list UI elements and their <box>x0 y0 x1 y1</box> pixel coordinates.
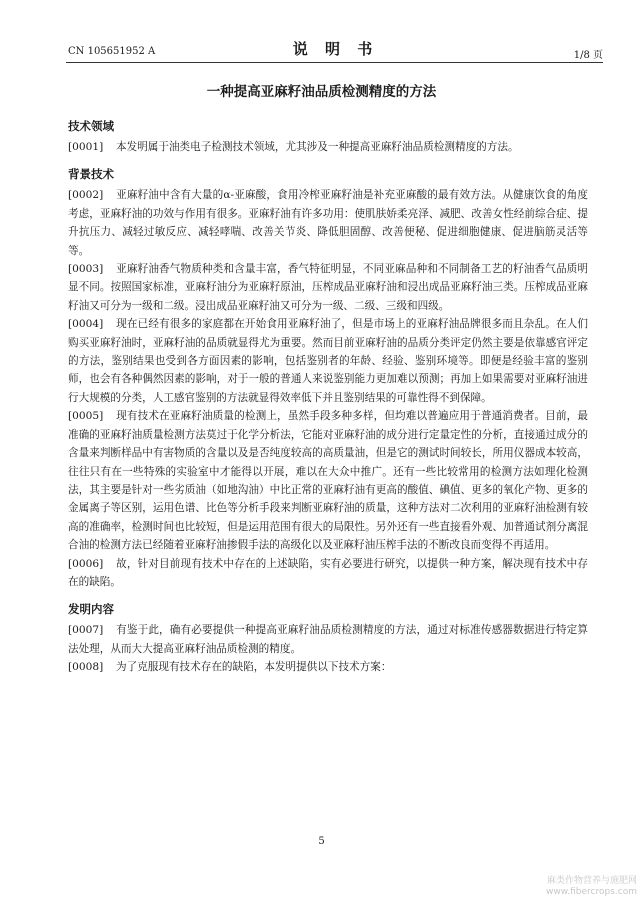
paragraph <box>68 315 588 407</box>
paragraph-text: 有鉴于此，确有必要提供一种提高亚麻籽油品质检测精度的方法，通过对标准传感器数据进行特定算法处理，从而大大提高亚麻籽油品质检测的精度。 <box>68 624 588 655</box>
site-watermark <box>546 876 637 898</box>
section-heading: 背景技术 <box>68 167 114 182</box>
section-heading: 技术领域 <box>68 119 114 133</box>
paragraph-number: [0002] <box>68 189 104 202</box>
paragraph-text: 现有技术在亚麻籽油质量的检测上，虽然手段多种多样，但均难以普遍应用于普通消费者。目前，最准确的亚麻籽油质量检测方法莫过于化学分析法，它能对亚麻籽油的成分进行定量定性的分析，直接通过成分的含量来判断样品中有害物质的含量以及是否纯度较高的高质量油，但是它的测试时间较长，所用仪器成本较高，往往只有在一些特殊的实验室中才能得以开展，难以在大众中推广。还有一些比较常用的检测方法如理化检测法，其主要是针对一些劣质油（如地沟油）中比正常的亚麻籽油有更高的酸值、碘值、更多的氧化产物、更多的金属离子等区别，运用色谱、比色等分析手段来判断亚麻籽油的质量，这种方法对二次利用的亚麻籽油检测有较高的准确率，检测时间也比较短，但是运用范围有很大的局限性。另外还有一些直接看外观、加普通试剂分离混合油的检测方法已经随着亚麻籽油掺假手法的高级化以及亚麻籽油压榨手法的不断改良而变得不再适用。 <box>68 410 588 552</box>
paragraph-text: 现在已经有很多的家庭都在开始食用亚麻籽油了，但是市场上的亚麻籽油品牌很多而且杂乱。在人们购买亚麻籽油时，亚麻籽油的品质就显得尤为重要。然而目前亚麻籽油的品质分类评定仍然主要是依靠感官评定的方法，鉴别结果也受到各方面因素的影响，包括鉴别者的年龄、经验、鉴别环境等。即便是经验丰富的鉴别师，也会有各种偶然因素的影响，对于一般的普通人来说鉴别能力更加难以预测；再加上如果需要对亚麻籽油进行大规模的分类，人工感官鉴别的方法就显得效率低下并且鉴别结果的可靠性得不到保障。 <box>68 318 588 404</box>
paragraph-text: 为了克服现有技术存在的缺陷，本发明提供以下技术方案： <box>116 661 392 674</box>
paragraph-number: [0001] <box>68 141 104 153</box>
paragraph-number: [0006] <box>68 557 104 570</box>
paragraph-text: 亚麻籽油香气物质种类和含量丰富，香气特征明显，不同亚麻品种和不同制备工艺的籽油香气品质明显不同。按照国家标准，亚麻籽油分为亚麻籽原油，压榨成品亚麻籽油和浸出成品亚麻籽油三类。压榨成品亚麻籽油又可分为一级和二级。浸出成品亚麻籽油又可分为一级、二级、三级和四级。 <box>68 263 588 312</box>
watermark-url: www.fibercrops.com <box>546 887 637 897</box>
paragraph <box>68 621 588 658</box>
page-info: 1/8 页 <box>573 50 603 61</box>
paragraph-text: 故，针对目前现有技术中存在的上述缺陷，实有必要进行研究，以提供一种方案，解决现有技术中存在的缺陷。 <box>68 557 588 588</box>
paragraph <box>68 138 588 156</box>
page-number: 5 <box>318 836 325 847</box>
paragraph-text: 本发明属于油类电子检测技术领域，尤其涉及一种提高亚麻籽油品质检测精度的方法。 <box>116 141 519 153</box>
paragraph-number: [0004] <box>68 318 104 331</box>
paragraph-number: [0008] <box>68 661 104 674</box>
watermark-name: 麻类作物营养与施肥网 <box>546 876 637 886</box>
page-header <box>68 38 603 61</box>
doc-type: 说 明 书 <box>292 40 379 58</box>
paragraph-text: 亚麻籽油中含有大量的α-亚麻酸，食用冷榨亚麻籽油是补充亚麻酸的最有效方法。从健康饮食的角度考虑，亚麻籽油的功效与作用有很多。亚麻籽油有许多功用：使肌肤娇柔亮泽、减肥、改善女性经前综合症、提升抗压力、减轻过敏反应、减轻哮喘、改善关节炎、降低胆固醇、改善便秘、促进细胞健康、促进脑筋灵活等等。 <box>68 189 588 257</box>
paragraph <box>68 186 588 260</box>
section-heading: 发明内容 <box>68 602 114 617</box>
paragraph <box>68 658 588 676</box>
section-background <box>68 166 588 591</box>
paragraph-number: [0007] <box>68 624 104 637</box>
header-divider <box>66 62 603 63</box>
paragraph <box>68 555 588 592</box>
doc-number: CN 105651952 A <box>68 46 156 57</box>
paragraph <box>68 407 588 554</box>
document-body <box>68 118 588 677</box>
paragraph-number: [0005] <box>68 410 104 423</box>
section-technical-field <box>68 118 588 156</box>
section-summary <box>68 601 588 676</box>
document-title: 一种提高亚麻籽油品质检测精度的方法 <box>206 84 437 100</box>
paragraph-number: [0003] <box>68 263 104 276</box>
paragraph <box>68 260 588 315</box>
